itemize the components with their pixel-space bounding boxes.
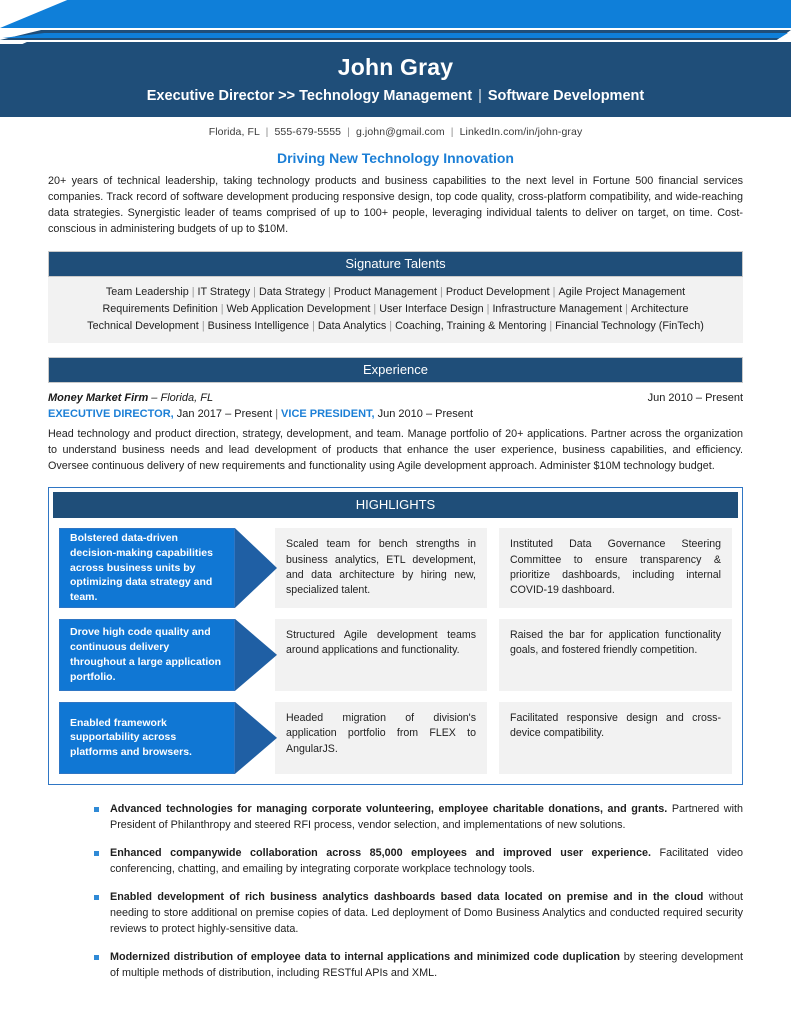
talents-row-1: [54, 284, 737, 301]
highlight-detail-primary: Structured Agile development teams around applications and functionality.: [275, 619, 487, 691]
arrow-right-icon: [235, 702, 277, 774]
talent-item: Data Analytics: [317, 319, 387, 332]
talent-separator: |: [253, 286, 256, 299]
arrow-right-icon: [235, 528, 277, 608]
achievement-bullet: [94, 845, 743, 878]
job-company: Money Market Firm: [48, 391, 149, 404]
resume-body: [0, 150, 791, 982]
contact-email[interactable]: g.john@gmail.com: [355, 125, 445, 138]
highlight-callout-text: Drove high code quality and continuous delivery throughout a large application portfolio.: [59, 619, 235, 691]
job-header: [48, 392, 743, 404]
section-header-signature-talents: Signature Talents: [48, 251, 743, 277]
contact-line: [0, 117, 791, 138]
job-role-1-dates: Jan 2017 – Present: [173, 407, 273, 420]
talent-item: Data Strategy: [258, 286, 325, 299]
highlight-detail-secondary: Facilitated responsive design and cross-device compatibility.: [499, 702, 732, 774]
banner-stripe-3: [0, 33, 791, 38]
achievement-lead: Advanced technologies for managing corporate volunteering, employee charitable donations, and grants.: [110, 802, 668, 815]
talent-item: Technical Development: [87, 319, 199, 332]
highlight-detail-secondary: Instituted Data Governance Steering Committee to ensure transparency & prioritize dashboards, including internal COVID-19 dashboard.: [499, 528, 732, 608]
banner-stripe-1: [0, 0, 791, 28]
highlight-detail-secondary: Raised the bar for application functionality goals, and fostered friendly competition.: [499, 619, 732, 691]
talents-row-2: [54, 301, 737, 318]
talent-item: User Interface Design: [379, 303, 484, 316]
section-header-highlights: HIGHLIGHTS: [53, 492, 738, 518]
achievement-bullet: [94, 889, 743, 938]
bullet-square-icon: [94, 801, 110, 834]
tagline-primary: Executive Director >> Technology Management: [146, 87, 473, 104]
signature-talents-list: [48, 277, 743, 342]
job-dash: –: [148, 391, 161, 404]
bullet-square-icon: [94, 845, 110, 878]
talents-row: [54, 284, 737, 334]
achievement-text: [110, 889, 743, 938]
job-description: Head technology and product direction, strategy, development, and team. Manage portfolio of 20+ applications. Partner across the organization to understand business needs and lead development of products that enhance the user experience, business capabilities, and efficiency. Oversee continuous delivery of new requirements and functionality using Agile development approach. Administer $10M technology budget.: [48, 427, 743, 472]
achievement-rest: Partnered with President of Philanthropy and steered RFI process, vendor selection, and implementations of new solutions.: [110, 802, 743, 832]
highlight-row: [59, 528, 732, 608]
highlight-callout-arrow: [59, 528, 275, 608]
contact-location: Florida, FL: [208, 125, 260, 138]
talent-item: Product Management: [333, 286, 438, 299]
talents-row-3: [54, 318, 737, 335]
bullet-square-icon: [94, 949, 110, 982]
highlight-callout-arrow: [59, 619, 275, 691]
talent-item: Financial Technology (FinTech): [555, 319, 704, 332]
achievement-rest: Facilitated video conferencing, chatting, and emailing by integrating corporate workplace technology tools.: [110, 846, 743, 876]
bullet-square-icon: [94, 889, 110, 938]
contact-sep-3: |: [450, 125, 454, 138]
talent-separator: |: [373, 303, 377, 316]
talent-item: Requirements Definition: [102, 303, 218, 316]
job-dates: Jun 2010 – Present: [647, 391, 743, 404]
achievement-lead: Enabled development of rich business analytics dashboards based data located on premise and in the cloud: [110, 890, 704, 903]
achievement-text: [110, 801, 743, 834]
profile-headline: Driving New Technology Innovation: [277, 149, 514, 166]
talent-item: IT Strategy: [197, 286, 251, 299]
arrow-right-icon: [235, 619, 277, 691]
achievement-text: [110, 949, 743, 982]
achievement-rest: by steering development of multiple methods of distribution, including RESTful APIs and XML.: [110, 950, 743, 980]
talent-separator: |: [312, 319, 315, 332]
highlight-row: [59, 702, 732, 774]
candidate-tagline: [10, 87, 781, 106]
name-header: [0, 44, 791, 117]
talent-item: Product Development: [445, 286, 550, 299]
job-location: Florida, FL: [160, 391, 214, 404]
talent-item: Architecture: [630, 303, 689, 316]
achievement-lead: Modernized distribution of employee data to internal applications and minimized code duplication: [110, 950, 621, 963]
section-header-experience: Experience: [48, 357, 743, 383]
talent-separator: |: [327, 286, 331, 299]
job-role-1: EXECUTIVE DIRECTOR,: [48, 407, 174, 420]
talent-separator: |: [625, 303, 628, 316]
achievement-lead: Enhanced companywide collaboration across 85,000 employees and improved user experience.: [110, 846, 651, 859]
contact-phone[interactable]: 555-679-5555: [274, 125, 342, 138]
talent-separator: |: [191, 286, 195, 299]
talent-separator: |: [486, 303, 490, 316]
profile-summary: 20+ years of technical leadership, taking technology products and business capabilities to the next level in Fortune 500 financial services companies. Track record of software development producing responsive design, top code quality, cross-platform compatibility, and wide-reaching data strategies. Synergistic leader of teams comprised of up to 100+ people, leveraging individual talents to deliver on target, on time. Cost-conscious in administering budgets of up to $10M.: [48, 174, 743, 236]
banner-stripe-4: [0, 42, 791, 44]
job-role-divider: |: [275, 407, 279, 420]
achievement-bullet: [94, 949, 743, 982]
talent-separator: |: [552, 286, 556, 299]
highlight-callout-text: Enabled framework supportability across platforms and browsers.: [59, 702, 235, 774]
achievement-text: [110, 845, 743, 878]
talent-item: Team Leadership: [105, 286, 189, 299]
achievement-rest: without needing to store additional on premise copies of data. Led deployment of Domo Business Analytics and conducted required security reviews to protect highly-sensitive data.: [110, 890, 744, 936]
talent-separator: |: [201, 319, 205, 332]
highlight-detail-primary: Headed migration of division's application portfolio from FLEX to AngularJS.: [275, 702, 487, 774]
highlight-row: [59, 619, 732, 691]
highlights-container: [48, 487, 743, 785]
talent-separator: |: [220, 303, 224, 316]
tagline-separator: |: [478, 87, 482, 104]
talent-separator: |: [389, 319, 393, 332]
tagline-secondary: Software Development: [487, 87, 645, 104]
highlights-rows: [49, 518, 742, 774]
job-company-location: [48, 392, 213, 404]
achievements-list: [48, 801, 743, 982]
decorative-banner: [0, 0, 791, 44]
achievement-bullet: [94, 801, 743, 834]
candidate-name: John Gray: [337, 54, 454, 80]
job-role-2: VICE PRESIDENT,: [281, 407, 375, 420]
highlight-detail-primary: Scaled team for bench strengths in business analytics, ETL development, and data architecture by hiring new, specialized talent.: [275, 528, 487, 608]
highlight-callout-text: Bolstered data-driven decision-making capabilities across business units by optimizing data strategy and team.: [59, 528, 235, 608]
talent-separator: |: [549, 319, 553, 332]
job-titles: [48, 408, 743, 420]
contact-linkedin[interactable]: LinkedIn.com/in/john-gray: [459, 125, 583, 138]
talent-separator: |: [440, 286, 443, 299]
contact-sep-2: |: [347, 125, 350, 138]
talent-item: Business Intelligence: [207, 319, 310, 332]
highlight-callout-arrow: [59, 702, 275, 774]
talent-item: Web Application Development: [226, 303, 371, 316]
talent-item: Infrastructure Management: [492, 303, 623, 316]
talent-item: Agile Project Management: [558, 286, 686, 299]
contact-sep-1: |: [265, 125, 269, 138]
talent-item: Coaching, Training & Mentoring: [395, 319, 547, 332]
job-role-2-dates: Jun 2010 – Present: [374, 407, 474, 420]
